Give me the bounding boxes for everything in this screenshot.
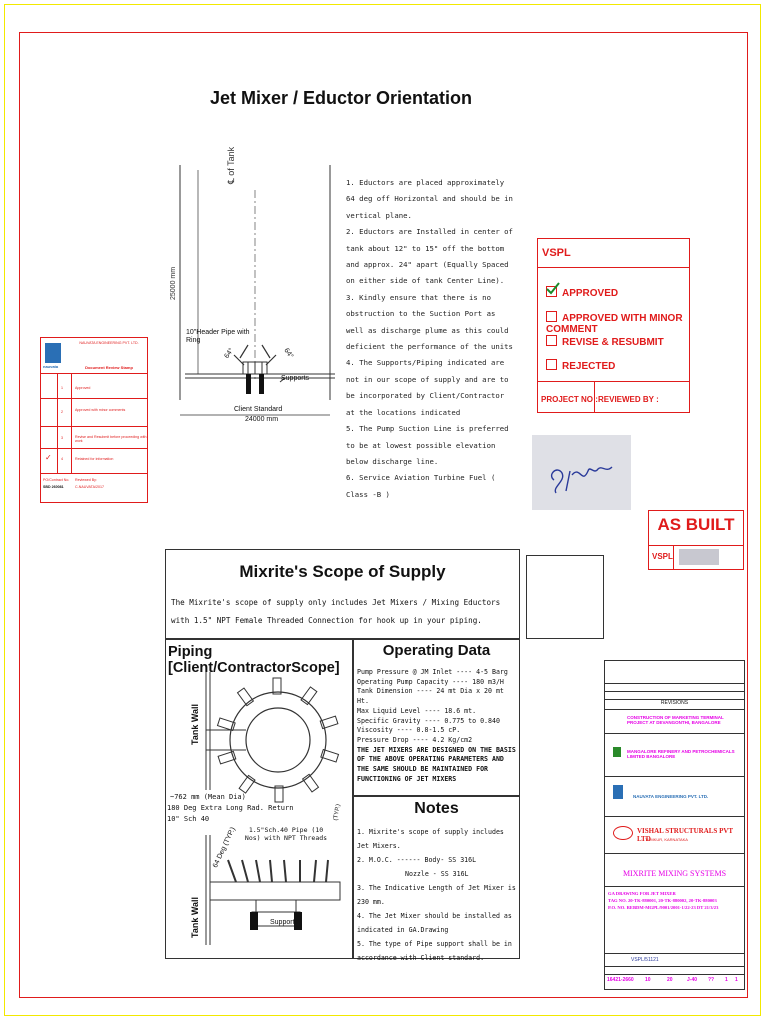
checkbox-icon bbox=[546, 311, 557, 322]
doc-title-line: GA DRAWING FOR JET MIXER bbox=[608, 891, 676, 896]
review-footer-value: C-NAUVATA/2017 bbox=[75, 485, 104, 489]
title-block bbox=[604, 660, 745, 990]
nauvata-logo-icon bbox=[45, 343, 61, 363]
operating-lines bbox=[357, 668, 517, 784]
doc-number: VSPL/51121 bbox=[631, 957, 659, 963]
note-item: 6. Service Aviation Turbine Fuel ( Class -B ) bbox=[346, 473, 496, 499]
project-name: CONSTRUCTION OF MARKETING TERMINAL PROJECT AT DEVANGONTHI, BANGALORE bbox=[627, 715, 724, 725]
angle-left-label: 64° bbox=[223, 347, 236, 360]
option-revise[interactable] bbox=[546, 335, 664, 348]
tank-centerline-label: ℄ of Tank bbox=[226, 146, 236, 184]
op-line: Tank Dimension ---- 24 mt Dia x 20 mt Ht. bbox=[357, 687, 504, 706]
review-heading: Document Review Stamp bbox=[85, 365, 133, 370]
operating-data-section bbox=[353, 639, 520, 796]
notes-section bbox=[353, 796, 520, 962]
tag-line: TAG NO. 20-TK-880001, 20-TK-880002, 20-TK-880003 bbox=[608, 898, 717, 903]
row-text: Retained for information bbox=[75, 457, 114, 461]
mean-dia-label: ~762 mm (Mean Dia) bbox=[170, 793, 246, 801]
op-line: Pump Pressure @ JM Inlet ---- 4-5 Barg bbox=[357, 668, 508, 676]
notes-heading: Notes bbox=[414, 800, 459, 817]
note-item: 4. The Supports/Piping indicated are not in our scope of supply and are to be incorporated by Client/Contractor at the locations indicated bbox=[346, 358, 509, 417]
op-line: Max Liquid Level ---- 18.6 mt. bbox=[357, 706, 477, 715]
branch-pipe-label: 1.5"Sch.40 Pipe (10 Nos) with NPT Threads bbox=[244, 826, 328, 842]
option-label: APPROVED bbox=[562, 288, 619, 299]
bottom-cell: ?? bbox=[708, 977, 715, 983]
height-dimension: 25000 mm bbox=[170, 266, 177, 300]
option-approved[interactable] bbox=[546, 286, 618, 299]
op-line: Specific Gravity ---- 0.775 to 0.840 bbox=[357, 716, 500, 725]
revisions-label: REVISIONS bbox=[660, 700, 689, 706]
note-item: 2. Eductors are Installed in center of tank about 12" to 15" off the bottom and approx. 24" apart (Equally Spaced on either side of tank Center Line). bbox=[346, 227, 513, 286]
check-icon: ✓ bbox=[45, 453, 52, 462]
row-code: 2 bbox=[61, 410, 63, 414]
scope-text: The Mixrite's scope of supply only includes Jet Mixers / Mixing Eductors with 1.5" NPT Female Threaded Connection for hook up in your piping. bbox=[171, 598, 501, 625]
doc-title bbox=[608, 890, 743, 911]
operating-heading: Operating Data bbox=[382, 642, 491, 659]
review-footer-label: PO/Contract No. bbox=[43, 478, 70, 482]
page-title: Jet Mixer / Eductor Orientation bbox=[209, 88, 473, 108]
contractor-logo-icon bbox=[613, 826, 633, 840]
as-built-stamp bbox=[648, 510, 744, 570]
op-line: Viscosity ---- 0.8-1.5 cP. bbox=[357, 726, 461, 735]
header-pipe-label: 10"Header Pipe with Ring bbox=[186, 329, 250, 344]
note-item: 3. The Indicative Length of Jet Mixer is 230 mm. bbox=[357, 884, 516, 906]
supports-label: Supports bbox=[281, 375, 310, 382]
width-dimension: 24000 mm bbox=[245, 416, 279, 423]
review-footer-value: SBD 260081 bbox=[43, 485, 64, 489]
op-line: Operating Pump Capacity ---- 180 m3/H bbox=[357, 677, 504, 686]
as-built-org: VSPL bbox=[652, 552, 673, 561]
note-item: 3. Kindly ensure that there is no obstruction to the Suction Port as well as discharge plume as this could deficient the performance of the units bbox=[346, 292, 513, 352]
as-built-signature bbox=[679, 549, 719, 565]
row-text: Revise and Resubmit before proceeding with work bbox=[75, 435, 147, 443]
approval-stamp bbox=[537, 238, 690, 413]
stamp-org: VSPL bbox=[542, 247, 571, 259]
check-icon bbox=[546, 286, 557, 297]
blank-box bbox=[526, 555, 604, 639]
bottom-cell: 16421-2660 bbox=[607, 977, 634, 983]
review-company: NAUVATA ENGINEERING PVT. LTD. bbox=[79, 341, 139, 345]
option-label: REJECTED bbox=[562, 361, 616, 372]
note-item: 4. The Jet Mixer should be installed as indicated in GA.Drawing bbox=[357, 912, 512, 934]
bottom-cell: 10 bbox=[645, 977, 651, 983]
tank-wall-label-top: Tank Wall bbox=[190, 703, 200, 745]
bottom-cell: 1 bbox=[725, 977, 728, 983]
scope-of-supply-section bbox=[165, 549, 520, 639]
notes-list bbox=[357, 825, 519, 965]
note-item: Nozzle - SS 316L bbox=[405, 870, 469, 878]
angle-right-label: 64° bbox=[282, 347, 295, 360]
op-bold-note: THE JET MIXERS ARE DESIGNED ON THE BASIS OF THE ABOVE OPERATING PARAMETERS AND THE SAME SHOULD BE MAINTAINED FOR FUNCTIONING OF JET MIXERS bbox=[357, 745, 516, 783]
consultant-logo-icon bbox=[613, 785, 623, 799]
row-code: 1 bbox=[61, 386, 63, 390]
client-standard-label: Client Standard bbox=[234, 406, 283, 413]
note-item: 5. The type of Pipe support shall be in accordance with Client standard. bbox=[357, 940, 512, 962]
row-text: Approved bbox=[75, 386, 91, 390]
reviewed-by-label: REVIEWED BY : bbox=[598, 395, 659, 404]
bottom-cell: 1 bbox=[735, 977, 738, 983]
piping-supports-label: Supports bbox=[270, 919, 299, 926]
vendor-name: MIXRITE MIXING SYSTEMS bbox=[622, 869, 727, 878]
option-minor-comment[interactable] bbox=[546, 311, 689, 335]
po-line: P.O. NO. REBDM-MGPL/9001/2001-1/22-23 DT 21/3/23 bbox=[608, 905, 719, 910]
checkbox-icon bbox=[546, 335, 557, 346]
review-footer-label: Reviewed By: bbox=[75, 478, 97, 482]
note-item: 2. M.O.C. ------ Body- SS 316L bbox=[357, 856, 477, 864]
row-text: Approved with minor comments bbox=[75, 408, 126, 412]
option-label: REVISE & RESUBMIT bbox=[562, 337, 664, 348]
typ-label: (TYP.) bbox=[333, 803, 342, 822]
contractor-name: VISHAL STRUCTURALS PVT LTD bbox=[637, 827, 733, 843]
note-item: 1. Eductors are placed approximately 64 deg off Horizontal and should be in vertical plane. bbox=[346, 178, 513, 220]
client-logo-icon bbox=[613, 747, 621, 757]
signature-image bbox=[532, 435, 631, 510]
logo-text: nauvata bbox=[43, 364, 59, 369]
general-notes bbox=[346, 175, 514, 503]
note-item: 5. The Pump Suction Line is preferred to be at lowest possible elevation below discharge line. bbox=[346, 424, 509, 466]
consultant-name: NAUVATA ENGINEERING PVT. LTD. bbox=[633, 794, 709, 799]
bottom-cell: 20 bbox=[667, 977, 673, 983]
angle-label: 64 Deg (TYP.) bbox=[212, 826, 237, 869]
tank-wall-label-bottom: Tank Wall bbox=[190, 896, 200, 938]
client-name: MANGALORE REFINERY AND PETROCHEMICALS LIMITED BANGALORE bbox=[627, 749, 735, 759]
scope-heading: Mixrite's Scope of Supply bbox=[239, 562, 446, 581]
row-code: 3 bbox=[61, 436, 63, 440]
pipe-size-label: 10" Sch 40 bbox=[167, 815, 210, 823]
checkbox-icon bbox=[546, 359, 557, 370]
bottom-cell: J-40 bbox=[687, 977, 698, 983]
return-bend-label: 180 Deg Extra Long Rad. Return bbox=[167, 804, 294, 812]
option-label: APPROVED WITH MINOR COMMENT bbox=[546, 313, 683, 335]
op-line: Pressure Drop ---- 4.2 Kg/cm2 bbox=[357, 735, 473, 744]
signature-icon bbox=[532, 435, 631, 510]
project-no-label: PROJECT NO : bbox=[541, 395, 598, 404]
row-code: 4 bbox=[61, 457, 63, 461]
contractor-address: TUMKUR, KARNATAKA bbox=[645, 837, 688, 842]
piping-heading: Piping [Client/ContractorScope] bbox=[168, 644, 340, 676]
as-built-label: AS BUILT bbox=[657, 515, 735, 534]
note-item: 1. Mixrite's scope of supply includes Jet Mixers. bbox=[357, 828, 504, 850]
option-rejected[interactable] bbox=[546, 359, 615, 372]
document-review-form bbox=[40, 337, 148, 503]
tank-elevation-drawing bbox=[170, 150, 350, 430]
